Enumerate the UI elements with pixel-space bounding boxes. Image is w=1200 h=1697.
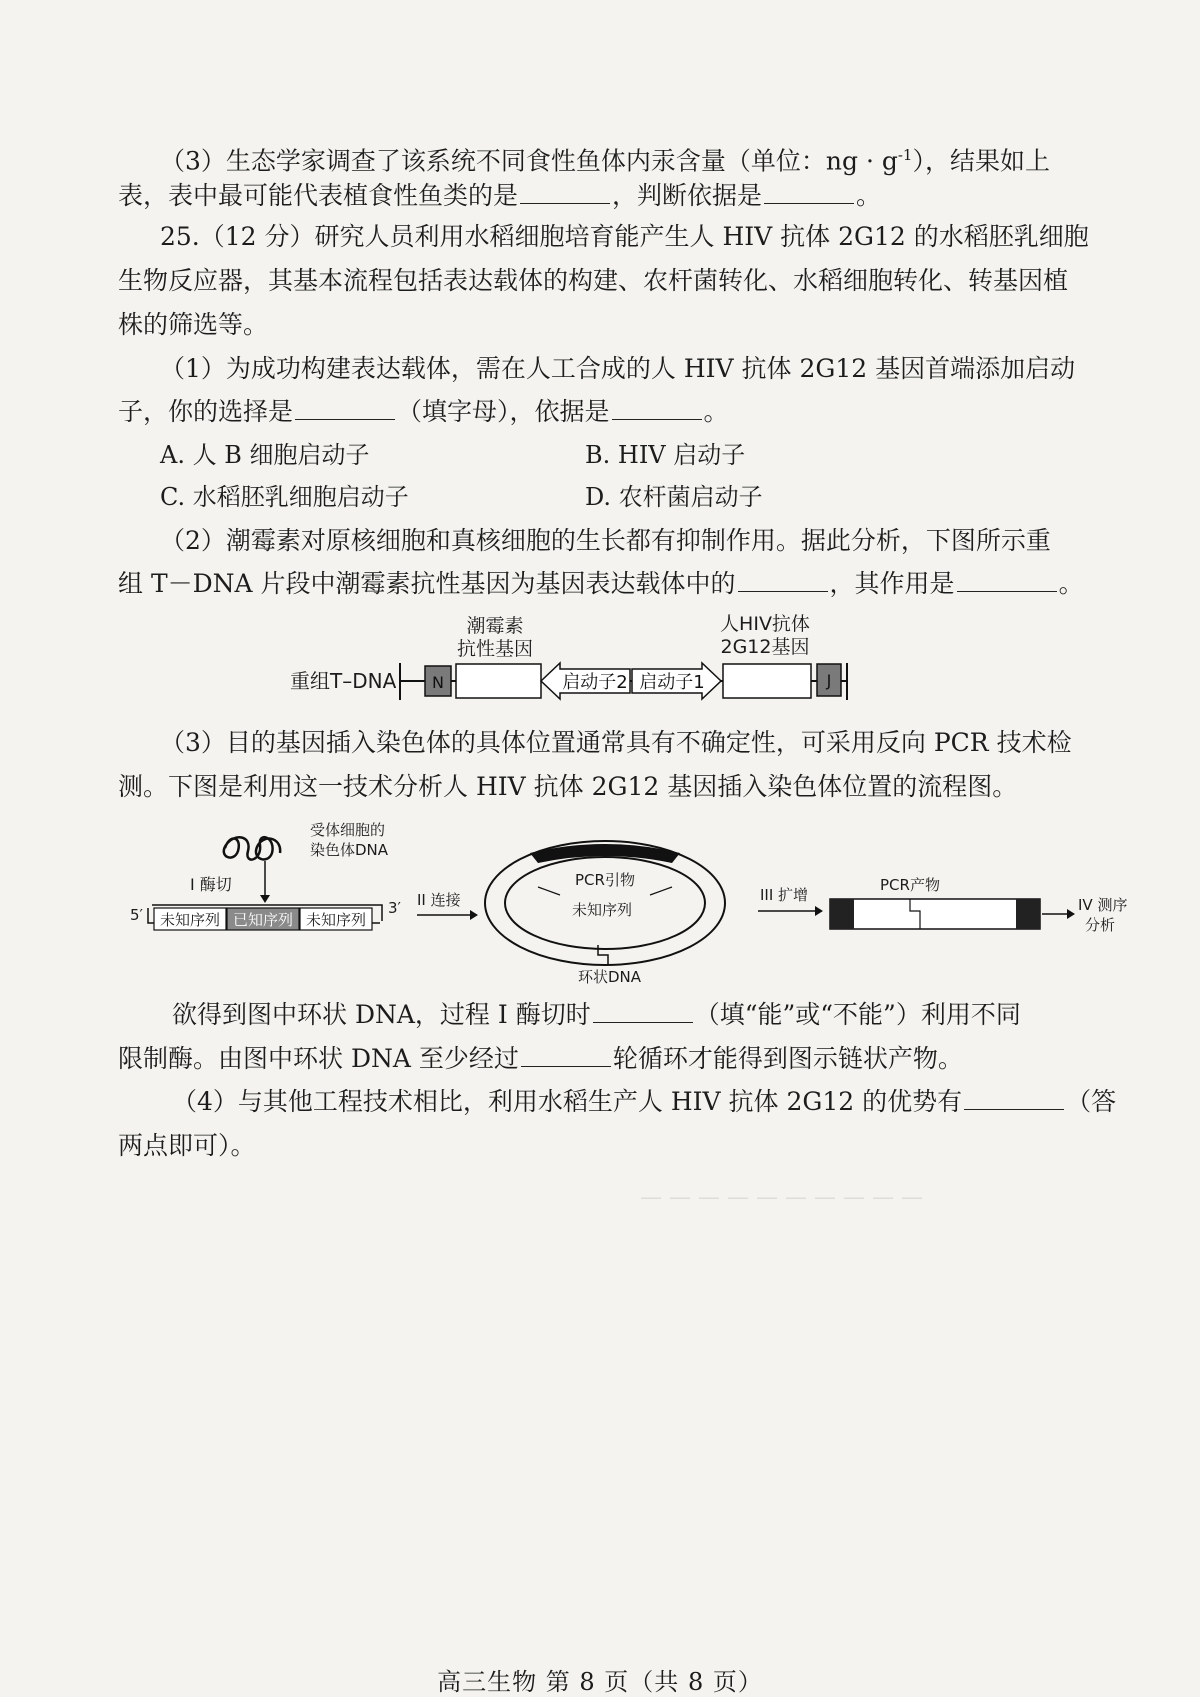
- answer-blank[interactable]: [295, 397, 395, 420]
- down-arrow-head: [260, 895, 270, 903]
- ring-unknown-label: 未知序列: [572, 901, 633, 919]
- step1-label: I 酶切: [190, 875, 232, 894]
- q24-part3-line1: （3）生态学家调查了该系统不同食性鱼体内汞含量（单位：ng · $g^{-1}$），结果如上: [160, 146, 1050, 176]
- hiv-antibody-gene: [723, 664, 811, 698]
- step2-label: II 连接: [417, 891, 461, 909]
- bleed-through-text: — — — — — — — — — —: [640, 1185, 923, 1210]
- ring-dna-label: 环状DNA: [578, 968, 642, 986]
- answer-blank[interactable]: [957, 569, 1057, 592]
- step3-label: III 扩增: [760, 886, 809, 904]
- option-c[interactable]: C. 水稻胚乳细胞启动子: [160, 483, 409, 511]
- left-border-letter: N: [432, 673, 444, 692]
- product-right-end: [1016, 899, 1040, 929]
- q25-part2-line1: （2）潮霉素对原核细胞和真核细胞的生长都有抑制作用。据此分析，下图所示重: [160, 526, 1051, 555]
- tdna-title: 重组T–DNA: [290, 669, 397, 693]
- step4-label-1: IV 测序: [1078, 896, 1128, 914]
- answer-blank[interactable]: [520, 181, 610, 204]
- promoter2-label: 启动子2: [562, 672, 628, 693]
- q25-part4-line2: 两点即可）。: [118, 1131, 256, 1160]
- inverse-pcr-flowchart: [130, 815, 1128, 990]
- answer-blank[interactable]: [612, 397, 702, 420]
- q25-part4-line1: （4）与其他工程技术相比，利用水稻生产人 HIV 抗体 2G12 的优势有 （答: [172, 1087, 1117, 1116]
- primer-mark-right: [650, 887, 672, 895]
- known-seq-label: 已知序列: [232, 911, 294, 929]
- option-a[interactable]: A. 人 B 细胞启动子: [160, 441, 370, 469]
- pcr-primer-label: PCR引物: [575, 871, 635, 889]
- promoter1-label: 启动子1: [639, 672, 705, 693]
- hyg-resistance-gene: [456, 664, 541, 698]
- step2-arrow-head: [470, 910, 478, 920]
- unknown-seq-left-label: 未知序列: [159, 911, 221, 929]
- q25-intro-line3: 株的筛选等。: [118, 310, 269, 339]
- q25-intro-line2: 生物反应器，其基本流程包括表达载体的构建、农杆菌转化、水稻细胞转化、转基因植: [118, 266, 1069, 295]
- answer-blank[interactable]: [964, 1087, 1064, 1110]
- answer-blank[interactable]: [764, 181, 854, 204]
- five-prime-label: 5′: [130, 906, 143, 924]
- q24-part3-line2: 表，表中最可能代表植食性鱼类的是 ，判断依据是 。: [118, 181, 882, 210]
- hiv-gene-label-2: 2G12基因: [720, 636, 810, 658]
- step4-arrow-head: [1067, 909, 1075, 919]
- option-d[interactable]: D. 农杆菌启动子: [585, 483, 763, 511]
- three-prime-label: 3′: [388, 899, 401, 917]
- hiv-gene-label-1: 人HIV抗体: [720, 613, 810, 635]
- recombinant-tdna-figure: [280, 608, 880, 718]
- step3-arrow-head: [815, 906, 823, 916]
- q25-part2-line2: 组 T－DNA 片段中潮霉素抗性基因为基因表达载体中的 ，其作用是 。: [118, 569, 1084, 598]
- primer-mark-left: [538, 887, 560, 895]
- q25-part1-line2: 子，你的选择是 （填字母），依据是 。: [118, 397, 729, 426]
- unknown-seq-right-label: 未知序列: [305, 911, 367, 929]
- q25-part3-line4: 限制酶。由图中环状 DNA 至少经过 轮循环才能得到图示链状产物。: [118, 1044, 963, 1073]
- pcr-product-bar: [830, 899, 1040, 929]
- q25-part3-line1: （3）目的基因插入染色体的具体位置通常具有不确定性，可采用反向 PCR 技术检: [160, 728, 1072, 757]
- q25-intro-line1: 25.（12 分）研究人员利用水稻细胞培育能产生人 HIV 抗体 2G12 的水稻胚乳细胞: [160, 222, 1089, 251]
- answer-blank[interactable]: [521, 1044, 611, 1067]
- option-b[interactable]: B. HIV 启动子: [585, 441, 746, 469]
- q25-part1-line1: （1）为成功构建表达载体，需在人工合成的人 HIV 抗体 2G12 基因首端添加启动: [160, 354, 1076, 383]
- pcr-product-label: PCR产物: [880, 876, 940, 894]
- hyg-gene-label-1: 潮霉素: [466, 615, 524, 637]
- step4-label-2: 分析: [1085, 916, 1116, 934]
- q25-part3-line3: 欲得到图中环状 DNA，过程 I 酶切时 （填“能”或“不能”）利用不同: [172, 1000, 1021, 1029]
- receptor-label-1: 受体细胞的: [310, 821, 386, 839]
- page-footer: 高三生物 第 8 页（共 8 页）: [437, 1668, 763, 1696]
- receptor-label-2: 染色体DNA: [310, 841, 389, 859]
- answer-blank[interactable]: [738, 569, 828, 592]
- answer-blank[interactable]: [593, 1000, 693, 1023]
- chromosome-dna-scribble: [224, 837, 280, 859]
- product-left-end: [830, 899, 854, 929]
- right-border-letter: J: [826, 671, 832, 690]
- hyg-gene-label-2: 抗性基因: [456, 638, 534, 660]
- q25-part3-line2: 测。下图是利用这一技术分析人 HIV 抗体 2G12 基因插入染色体位置的流程图。: [118, 772, 1018, 801]
